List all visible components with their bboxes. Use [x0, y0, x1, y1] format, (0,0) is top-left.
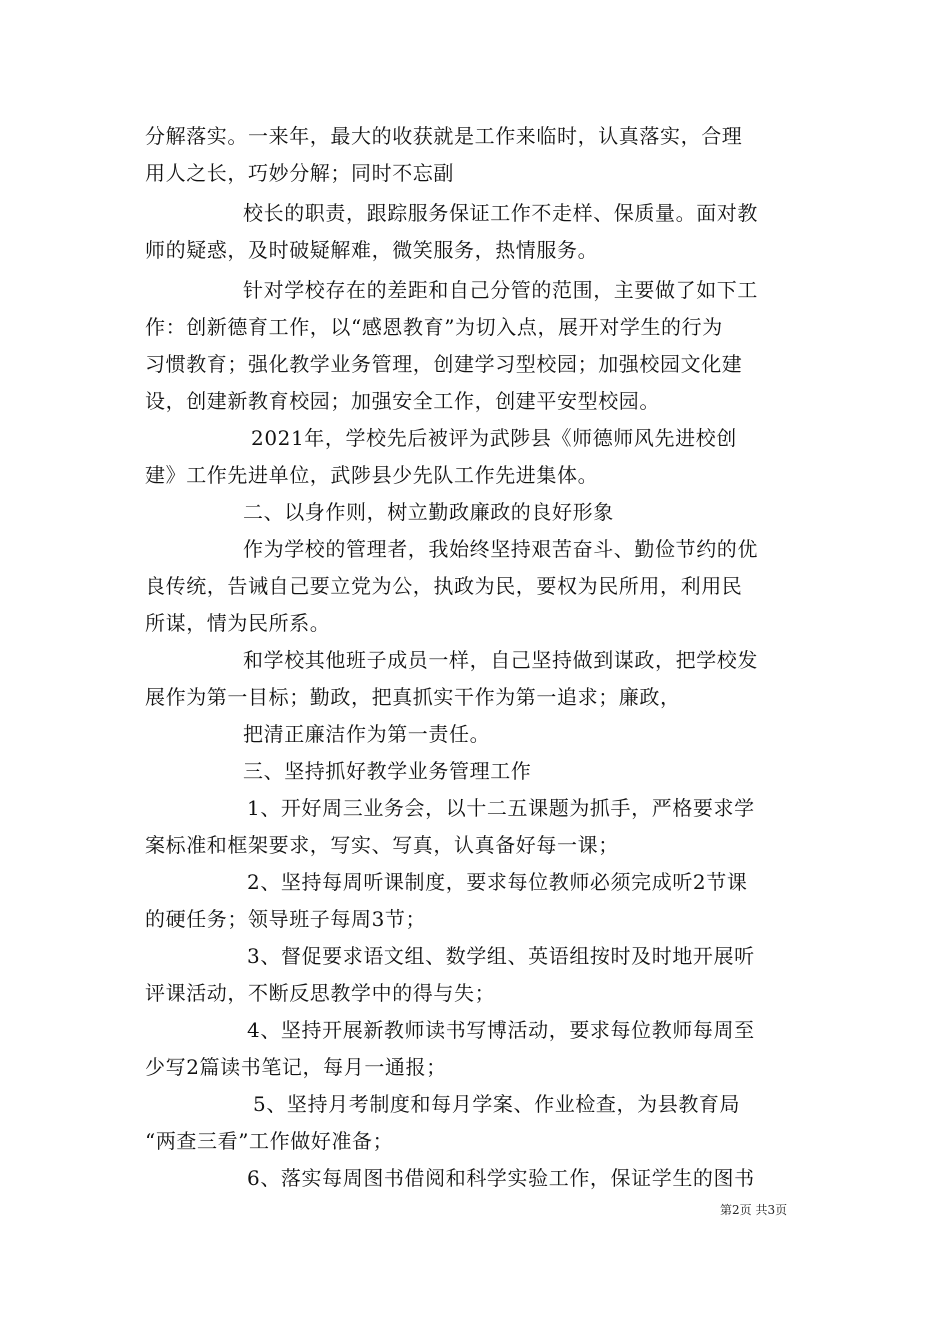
list-item: 5、坚持月考制度和每月学案、作业检查，为县教育局	[253, 1092, 741, 1116]
text-line: 把清正廉洁作为第一责任。	[243, 722, 491, 746]
text-line: 所谋，情为民所系。	[145, 611, 331, 635]
text-line: 习惯教育；强化教学业务管理，创建学习型校园；加强校园文化建	[145, 352, 743, 376]
list-item: 6、落实每周图书借阅和科学实验工作，保证学生的图书	[247, 1166, 755, 1190]
text-line: 分解落实。一来年，最大的收获就是工作来临时，认真落实，合理	[145, 124, 743, 148]
text-line: 2021年，学校先后被评为武陟县《师德师风先进校创	[251, 426, 737, 450]
text-line: 设，创建新教育校园；加强安全工作，创建平安型校园。	[145, 389, 660, 413]
text-line: 针对学校存在的差距和自己分管的范围，主要做了如下工	[243, 278, 758, 302]
list-item: 1、开好周三业务会，以十二五课题为抓手，严格要求学	[247, 796, 755, 820]
text-line: 案标准和框架要求，写实、写真，认真备好每一课；	[145, 833, 619, 857]
text-line: 的硬任务；领导班子每周3节；	[145, 907, 427, 931]
text-line: 校长的职责，跟踪服务保证工作不走样、保质量。面对教	[243, 201, 758, 225]
text-line: 建》工作先进单位，武陟县少先队工作先进集体。	[145, 463, 599, 487]
text-line: 作为学校的管理者，我始终坚持艰苦奋斗、勤俭节约的优	[243, 537, 758, 561]
text-line: 评课活动，不断反思教学中的得与失；	[145, 981, 496, 1005]
list-item: 4、坚持开展新教师读书写博活动，要求每位教师每周至	[247, 1018, 755, 1042]
text-line: 和学校其他班子成员一样，自己坚持做到谋政，把学校发	[243, 648, 758, 672]
text-line: 用人之长，巧妙分解；同时不忘副	[145, 161, 454, 185]
text-line: 良传统，告诫自己要立党为公，执政为民，要权为民所用，利用民	[145, 574, 743, 598]
text-line: “两查三看”工作做好准备；	[145, 1129, 394, 1153]
section-heading: 二、以身作则，树立勤政廉政的良好形象	[243, 500, 614, 524]
text-line: 少写2篇读书笔记，每月一通报；	[145, 1055, 447, 1079]
list-item: 3、督促要求语文组、数学组、英语组按时及时地开展听	[247, 944, 755, 968]
text-line: 师的疑惑，及时破疑解难，微笑服务，热情服务。	[145, 238, 599, 262]
text-line: 展作为第一目标；勤政，把真抓实干作为第一追求；廉政，	[145, 685, 681, 709]
page-number: 第2页 共3页	[720, 1203, 788, 1217]
list-item: 2、坚持每周听课制度，要求每位教师必须完成听2节课	[247, 870, 748, 894]
text-line: 作：创新德育工作，以“感恩教育”为切入点，展开对学生的行为	[145, 315, 723, 339]
section-heading: 三、坚持抓好教学业务管理工作	[243, 759, 532, 783]
